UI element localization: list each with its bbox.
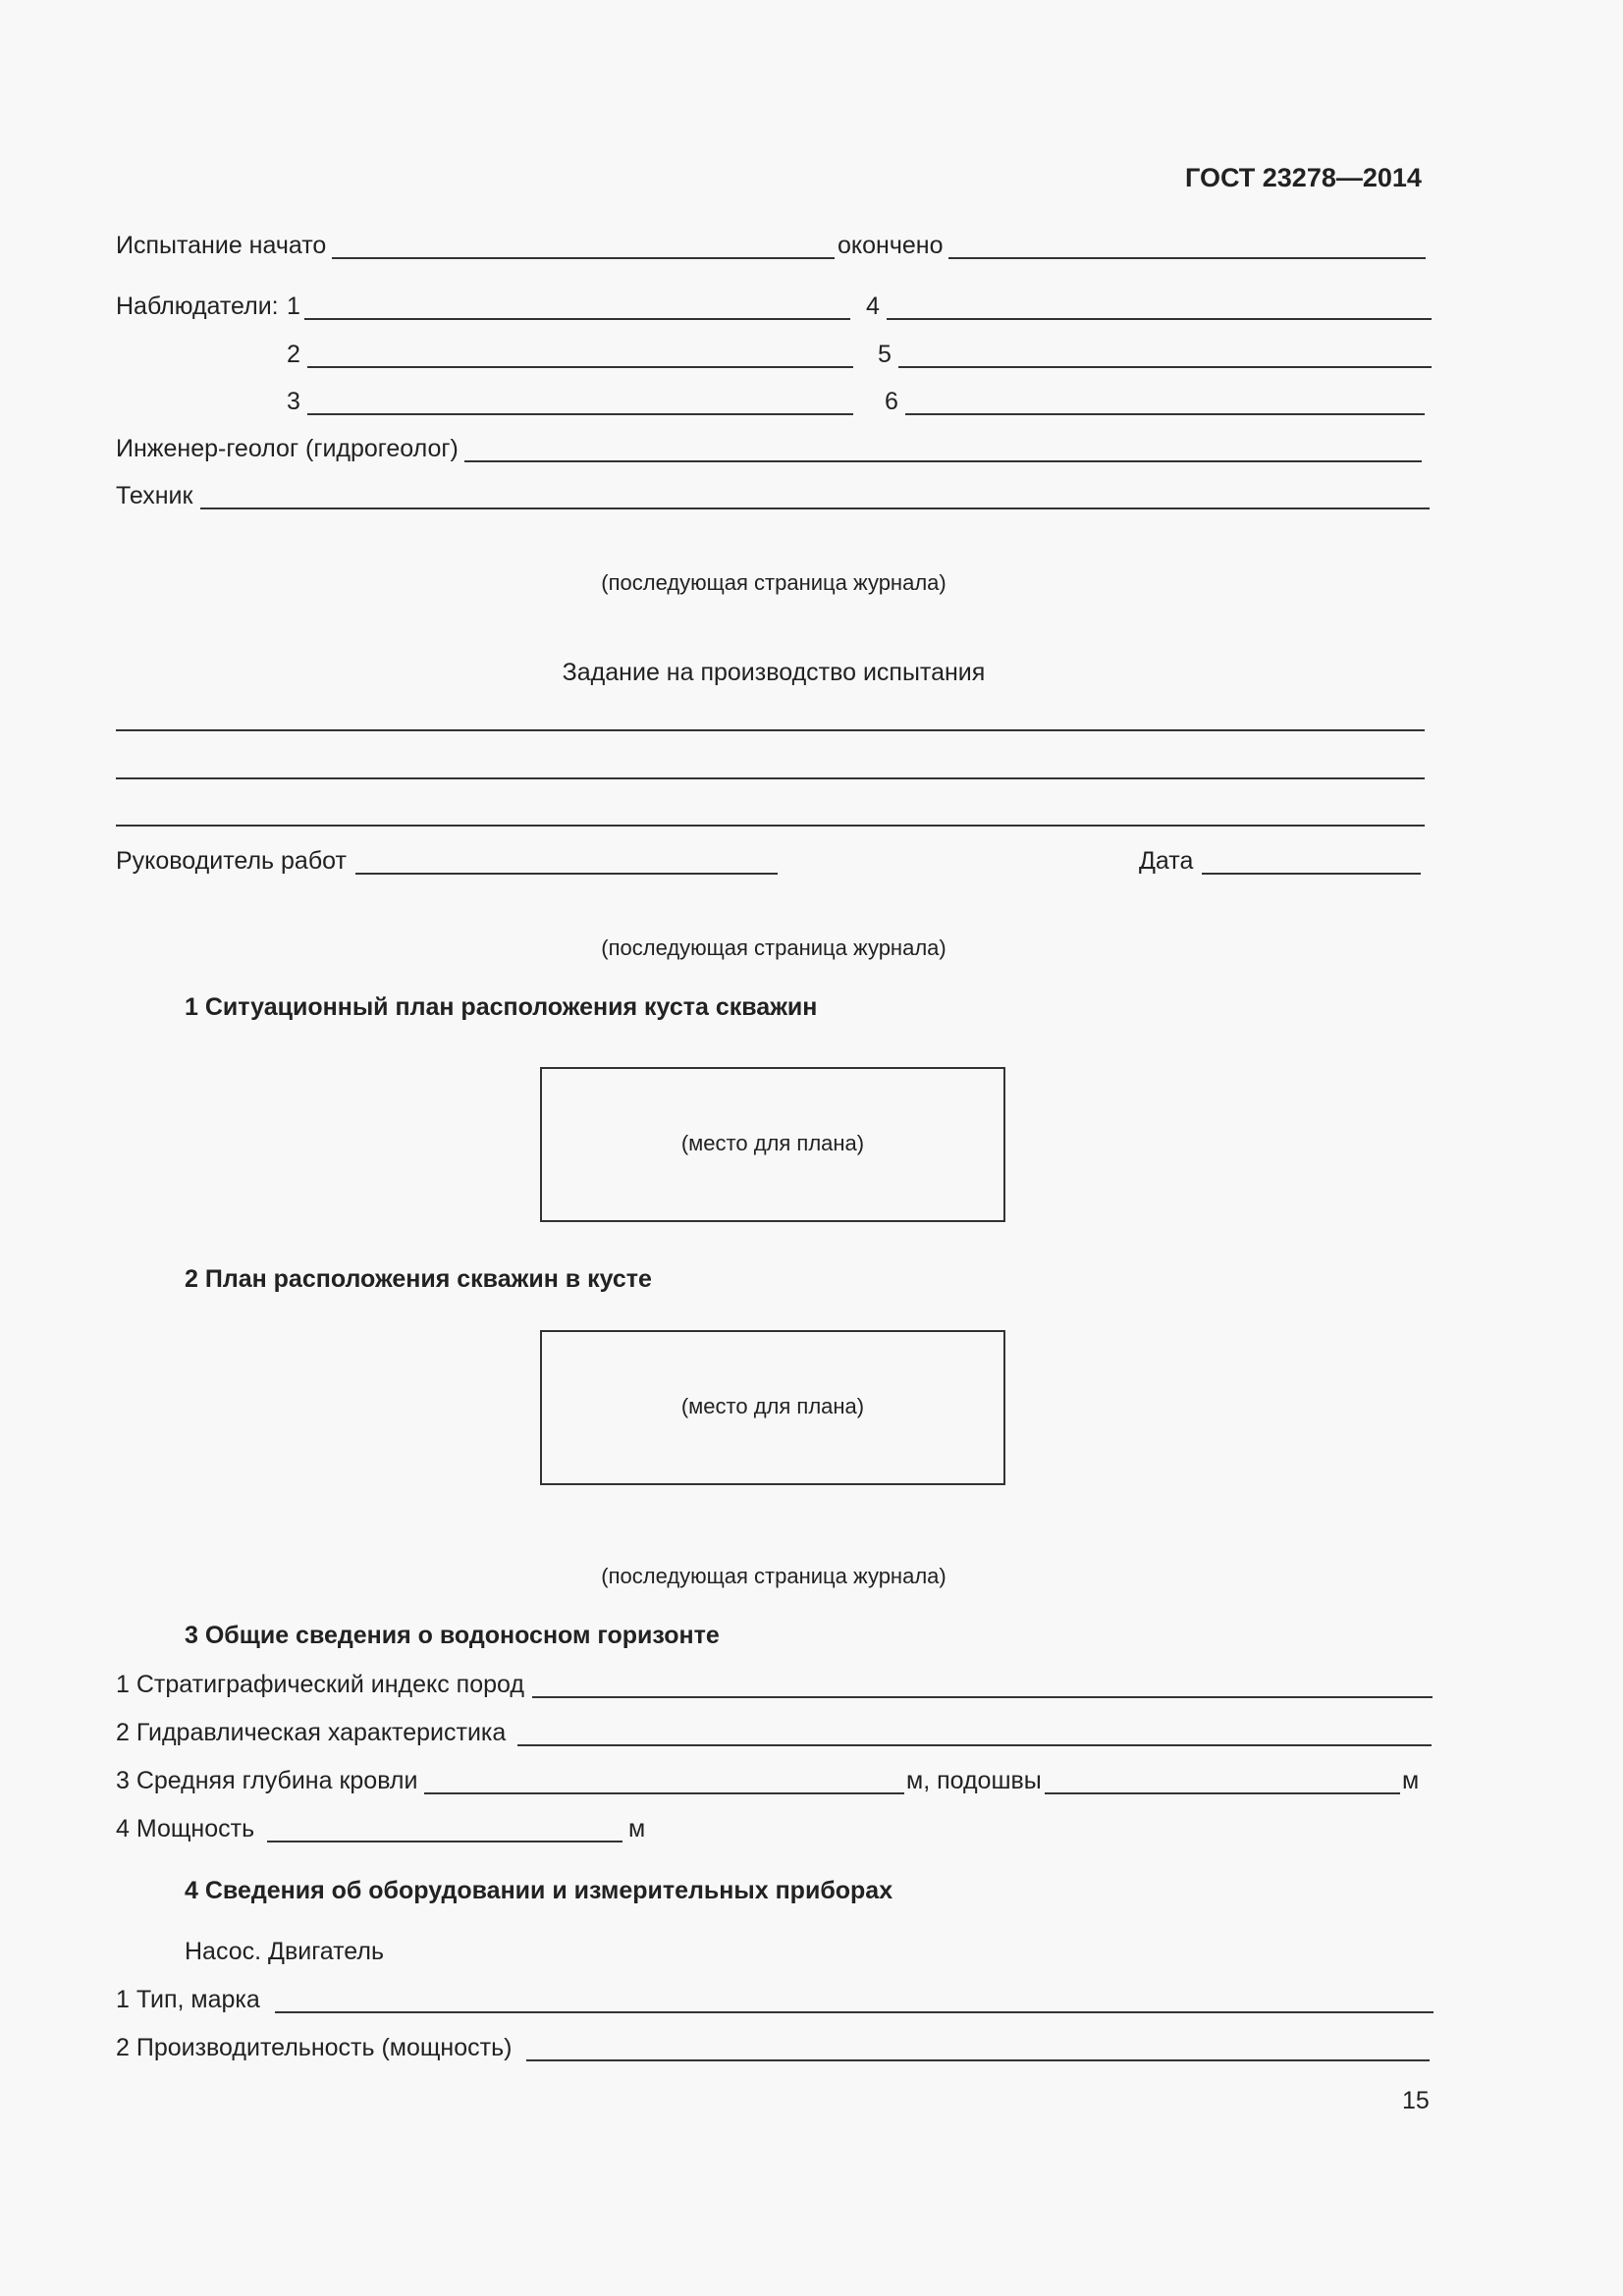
next-page-note: (последующая страница журнала) bbox=[601, 1564, 947, 1588]
observer-field-3[interactable] bbox=[307, 413, 853, 415]
equipment-type-field[interactable] bbox=[275, 2011, 1434, 2013]
site-plan-placeholder-text: (место для плана) bbox=[680, 1131, 865, 1155]
observer-number-4: 4 bbox=[866, 293, 880, 320]
well-plan-placeholder-box[interactable] bbox=[540, 1330, 1005, 1485]
test-finished-field[interactable] bbox=[948, 257, 1426, 259]
observer-number-2: 2 bbox=[287, 341, 300, 368]
supervisor-field[interactable] bbox=[355, 873, 778, 875]
test-started-field[interactable] bbox=[332, 257, 835, 259]
date-label: Дата bbox=[1139, 847, 1194, 875]
thickness-label: 4 Мощность bbox=[116, 1815, 255, 1842]
thickness-field[interactable] bbox=[267, 1841, 622, 1842]
observer-number-5: 5 bbox=[878, 341, 892, 368]
sole-depth-label: м, подошвы bbox=[906, 1767, 1042, 1794]
stratigraphic-index-field[interactable] bbox=[532, 1696, 1433, 1698]
stratigraphic-index-label: 1 Стратиграфический индекс пород bbox=[116, 1671, 524, 1698]
observer-field-4[interactable] bbox=[887, 318, 1432, 320]
well-plan-placeholder-text: (место для плана) bbox=[680, 1394, 865, 1418]
test-started-label: Испытание начато bbox=[116, 232, 327, 259]
sole-depth-field[interactable] bbox=[1045, 1792, 1400, 1794]
observer-number-1: 1 bbox=[287, 293, 300, 320]
engineer-label: Инженер-геолог (гидрогеолог) bbox=[116, 435, 459, 462]
document-standard-number: ГОСТ 23278—2014 bbox=[1185, 163, 1422, 192]
next-page-note: (последующая страница журнала) bbox=[601, 935, 947, 960]
supervisor-label: Руководитель работ bbox=[116, 847, 347, 875]
task-line-1[interactable] bbox=[116, 729, 1425, 731]
technician-label: Техник bbox=[116, 482, 193, 509]
roof-depth-label: 3 Средняя глубина кровли bbox=[116, 1767, 418, 1794]
engineer-field[interactable] bbox=[464, 460, 1422, 462]
hydraulic-characteristic-field[interactable] bbox=[517, 1744, 1432, 1746]
task-line-2[interactable] bbox=[116, 777, 1425, 779]
performance-field[interactable] bbox=[526, 2059, 1430, 2061]
observers-label: Наблюдатели: bbox=[116, 293, 279, 320]
site-plan-placeholder-box[interactable] bbox=[540, 1067, 1005, 1222]
page-number: 15 bbox=[1402, 2087, 1430, 2114]
observer-number-3: 3 bbox=[287, 388, 300, 415]
thickness-unit: м bbox=[628, 1815, 646, 1842]
section-4-subtitle: Насос. Двигатель bbox=[185, 1938, 384, 1965]
roof-depth-field[interactable] bbox=[424, 1792, 904, 1794]
task-title: Задание на производство испытания bbox=[562, 659, 986, 686]
section-1-title: 1 Ситуационный план расположения куста скважин bbox=[185, 993, 818, 1021]
section-2-title: 2 План расположения скважин в кусте bbox=[185, 1265, 652, 1293]
section-3-title: 3 Общие сведения о водоносном горизонте bbox=[185, 1622, 720, 1649]
equipment-type-label: 1 Тип, марка bbox=[116, 1986, 260, 2013]
date-field[interactable] bbox=[1202, 873, 1421, 875]
technician-field[interactable] bbox=[200, 507, 1430, 509]
observer-field-1[interactable] bbox=[304, 318, 850, 320]
observer-field-5[interactable] bbox=[898, 366, 1432, 368]
observer-number-6: 6 bbox=[885, 388, 898, 415]
test-finished-label: окончено bbox=[838, 232, 944, 259]
observer-field-2[interactable] bbox=[307, 366, 853, 368]
performance-label: 2 Производительность (мощность) bbox=[116, 2034, 513, 2061]
section-4-title: 4 Сведения об оборудовании и измерительных приборах bbox=[185, 1877, 893, 1904]
next-page-note: (последующая страница журнала) bbox=[601, 570, 947, 595]
task-line-3[interactable] bbox=[116, 825, 1425, 827]
hydraulic-characteristic-label: 2 Гидравлическая характеристика bbox=[116, 1719, 507, 1746]
observer-field-6[interactable] bbox=[905, 413, 1425, 415]
sole-depth-unit: м bbox=[1402, 1767, 1420, 1794]
